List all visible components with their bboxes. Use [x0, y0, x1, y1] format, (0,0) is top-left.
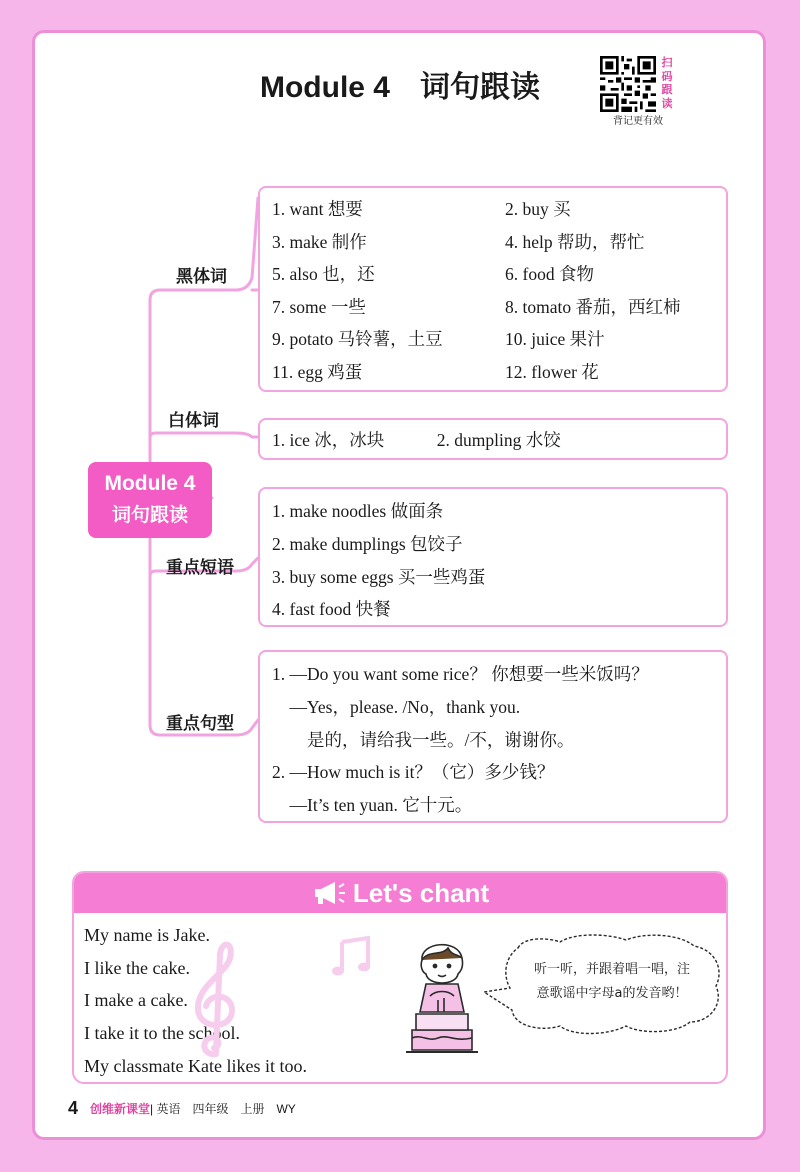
boy-with-cake-illustration — [398, 934, 490, 1074]
sentence-line: 1. —Do you want some rice？ 你想要一些米饭吗？ — [272, 664, 649, 684]
qr-side-char: 码 — [661, 69, 673, 83]
branch-label-bold-words: 黑体词 — [176, 267, 227, 287]
word-row — [272, 261, 718, 294]
music-note-icon — [330, 936, 374, 978]
qr-side-char: 扫 — [661, 56, 673, 69]
phrase-item: 3. buy some eggs 买一些鸡蛋 — [272, 566, 486, 587]
sentence-line: —Yes，please. /No，thank you. — [272, 696, 521, 717]
speech-bubble-text — [512, 958, 712, 1006]
word-row — [272, 294, 718, 327]
bubble-line: 意歌谣中字母a的发音哟！ — [536, 986, 688, 1001]
megaphone-icon — [311, 880, 347, 906]
sentence-line: 2. —How much is it？（它）多少钱？ — [272, 762, 555, 783]
center-label-line2: 词句跟读 — [111, 504, 188, 526]
chant-line: I like the cake. — [84, 957, 190, 978]
phrase-item: 1. make noodles 做面条 — [272, 501, 444, 521]
word-item: 9. potato 马铃薯，土豆 — [272, 329, 443, 349]
phrase-item: 4. fast food 快餐 — [272, 599, 391, 620]
chant-title: Let's chant — [352, 878, 490, 908]
treble-clef-icon — [186, 934, 246, 1064]
word-item: 5. also 也，还 — [272, 264, 375, 284]
page-title: Module 4 词句跟读 — [259, 71, 540, 104]
branch-label-sentences: 重点句型 — [166, 714, 234, 734]
word-item: 10. juice 果汁 — [505, 329, 605, 349]
sentence-line: 是的，请给我一些。/不，谢谢你。 — [272, 729, 575, 750]
page-footer — [68, 1098, 296, 1119]
word-row — [272, 359, 718, 392]
word-item: 2. buy 买 — [505, 199, 571, 219]
word-item: 6. food 食物 — [505, 264, 594, 284]
chant-line: My name is Jake. — [84, 925, 210, 945]
word-item: 7. some 一些 — [272, 296, 366, 317]
word-row — [272, 229, 718, 262]
bubble-line: 听一听，并跟着唱一唱，注 — [533, 962, 690, 977]
branch-label-phrases: 重点短语 — [166, 558, 234, 578]
word-item: 1. want 想要 — [272, 199, 363, 219]
plain-words-line: 1. ice 冰，冰块 2. dumpling 水饺 — [272, 430, 561, 450]
word-item: 3. make 制作 — [272, 231, 367, 252]
word-row — [272, 196, 718, 229]
sentences-box — [258, 650, 728, 823]
plain-words-box — [258, 418, 728, 460]
word-item: 4. help 帮助，帮忙 — [505, 231, 645, 252]
word-item: 11. egg 鸡蛋 — [272, 361, 363, 382]
module-center-box — [88, 462, 212, 538]
series-name: 创维新课堂 — [90, 1102, 151, 1116]
book-info: | 英语 四年级 上册 WY — [150, 1102, 296, 1116]
word-item: 8. tomato 番茄，西红柿 — [505, 296, 681, 317]
word-item: 12. flower 花 — [505, 361, 599, 382]
page-number: 4 — [68, 1098, 79, 1118]
chant-line: I take it to the school. — [84, 1023, 240, 1044]
qr-caption: 背记更有效 — [613, 116, 663, 127]
phrase-item: 2. make dumplings 包饺子 — [272, 533, 463, 554]
bold-words-box — [258, 186, 728, 392]
branch-label-plain-words: 白体词 — [168, 411, 219, 431]
center-label-line1: Module 4 — [104, 472, 196, 495]
qr-side-char: 跟 — [661, 83, 673, 96]
chant-header — [74, 873, 726, 913]
word-row — [272, 326, 718, 359]
sentence-line: —It’s ten yuan. 它十元。 — [272, 795, 473, 816]
chant-line: My classmate Kate likes it too. — [84, 1055, 307, 1076]
chant-line: I make a cake. — [84, 990, 188, 1011]
phrases-box — [258, 487, 728, 627]
qr-side-char: 读 — [661, 96, 673, 110]
